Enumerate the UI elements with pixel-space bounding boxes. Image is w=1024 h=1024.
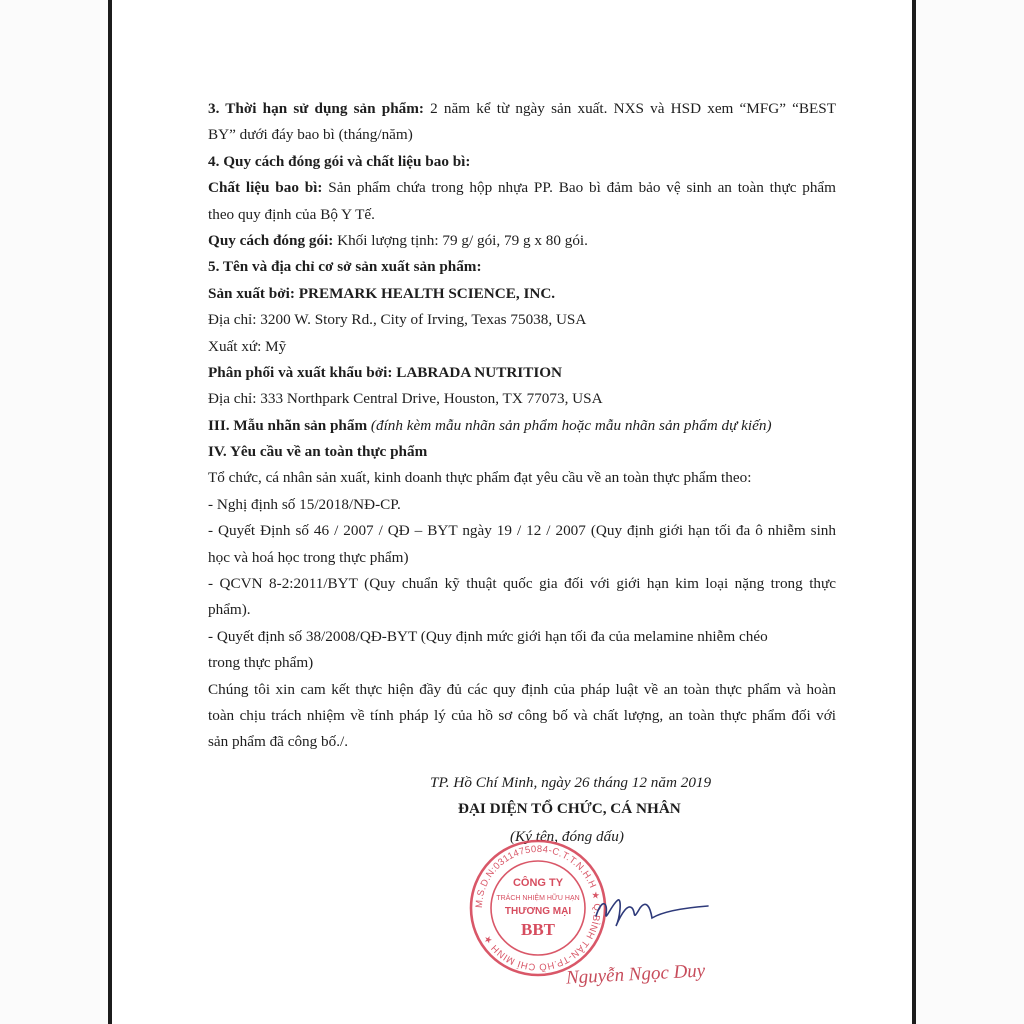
text-line bbox=[208, 307, 836, 333]
text-run: sản phẩm đã công bố./. bbox=[208, 733, 349, 751]
text-line bbox=[208, 650, 836, 676]
stamp-ring-text: M.S.D.N:0311475084-C.T.T.N.H.H ★ Q.BÌNH TÂN-TP.HỒ CHÍ MINH ★ bbox=[473, 843, 603, 973]
italic-run: (đính kèm mẫu nhãn sản phẩm hoặc mẫu nhãn sản phẩm dự kiến) bbox=[367, 416, 772, 434]
text-run: - Quyết định số 38/2008/QĐ-BYT (Quy định mức giới hạn tối đa của melamine nhiễm chéo bbox=[208, 627, 768, 645]
signature-note: (Ký tên, đóng dấu) bbox=[510, 828, 624, 845]
bold-run: Sản xuất bởi: PREMARK HEALTH SCIENCE, INC. bbox=[208, 284, 556, 302]
text-run: - Nghị định số 15/2018/NĐ-CP. bbox=[208, 495, 401, 513]
text-run: học và hoá học trong thực phẩm) bbox=[208, 548, 409, 566]
stamp-line-1: CÔNG TY bbox=[512, 877, 564, 889]
text-run: Chúng tôi xin cam kết thực hiện đầy đủ các quy định của pháp luật về an toàn thực phẩm và hoàn bbox=[208, 680, 836, 698]
document-page bbox=[112, 0, 912, 1024]
signer-name: Nguyễn Ngọc Duy bbox=[565, 960, 706, 989]
text-line bbox=[208, 254, 836, 280]
text-run: BY” dưới đáy bao bì (tháng/năm) bbox=[208, 126, 413, 144]
bold-run: 5. Tên và địa chỉ cơ sở sản xuất sản phẩm: bbox=[208, 258, 482, 276]
bold-run: Chất liệu bao bì: bbox=[208, 179, 323, 197]
document-body bbox=[208, 96, 836, 756]
stamp-line-4: BBT bbox=[520, 920, 556, 939]
text-line bbox=[208, 228, 836, 254]
signature-title: ĐẠI DIỆN TỔ CHỨC, CÁ NHÂN bbox=[458, 800, 681, 817]
handwritten-signature-icon bbox=[592, 878, 712, 938]
bold-run: Phân phối và xuất khẩu bởi: LABRADA NUTRITION bbox=[208, 363, 563, 381]
text-run: theo quy định của Bộ Y Tế. bbox=[208, 205, 375, 223]
stamp-line-3: THƯƠNG MẠI bbox=[504, 906, 572, 917]
bold-run: IV. Yêu cầu về an toàn thực phẩm bbox=[208, 443, 428, 461]
bold-run: III. Mẫu nhãn sản phẩm bbox=[208, 416, 368, 434]
text-line bbox=[208, 571, 836, 597]
text-line bbox=[208, 465, 836, 491]
text-line bbox=[208, 413, 836, 439]
text-run: Địa chỉ: 333 Northpark Central Drive, Houston, TX 77073, USA bbox=[208, 390, 603, 408]
text-line bbox=[208, 360, 836, 386]
right-margin-background bbox=[916, 0, 1024, 1024]
text-line bbox=[208, 439, 836, 465]
text-line bbox=[208, 281, 836, 307]
text-run: phẩm). bbox=[208, 601, 251, 619]
text-run: 2 năm kể từ ngày sản xuất. NXS và HSD xem “MFG” “BEST bbox=[423, 100, 836, 117]
text-line bbox=[208, 597, 836, 623]
text-run: Khối lượng tịnh: 79 g/ gói, 79 g x 80 gói. bbox=[333, 231, 588, 249]
text-line bbox=[208, 175, 836, 201]
bold-run: Quy cách đóng gói: bbox=[208, 231, 334, 249]
text-line bbox=[208, 703, 836, 729]
text-run: Xuất xứ: Mỹ bbox=[208, 337, 287, 355]
text-line bbox=[208, 334, 836, 360]
text-line bbox=[208, 202, 836, 228]
text-run: Tổ chức, cá nhân sản xuất, kinh doanh thực phẩm đạt yêu cầu về an toàn thực phẩm theo: bbox=[208, 469, 752, 487]
place-and-date: TP. Hồ Chí Minh, ngày 26 tháng 12 năm 2019 bbox=[430, 774, 712, 791]
text-line bbox=[208, 386, 836, 412]
text-line bbox=[208, 729, 836, 755]
text-line bbox=[208, 492, 836, 518]
left-margin-background bbox=[0, 0, 108, 1024]
text-line bbox=[208, 518, 836, 544]
text-run: trong thực phẩm) bbox=[208, 654, 314, 672]
text-run: - QCVN 8-2:2011/BYT (Quy chuẩn kỹ thuật quốc gia đối với giới hạn kim loại nặng trong thực bbox=[208, 575, 836, 593]
text-line bbox=[208, 677, 836, 703]
bold-run: 3. Thời hạn sử dụng sản phẩm: bbox=[208, 100, 424, 117]
text-run: Địa chỉ: 3200 W. Story Rd., City of Irving, Texas 75038, USA bbox=[208, 311, 587, 329]
text-line bbox=[208, 624, 836, 650]
stamp-line-2: TRÁCH NHIỆM HỮU HẠN bbox=[496, 895, 580, 902]
text-line bbox=[208, 149, 836, 175]
text-run: - Quyết Định số 46 / 2007 / QĐ – BYT ngày 19 / 12 / 2007 (Quy định giới hạn tối đa ô nhiễm sinh bbox=[208, 522, 836, 540]
text-line bbox=[208, 122, 836, 148]
bold-run: 4. Quy cách đóng gói và chất liệu bao bì: bbox=[208, 152, 471, 170]
text-run: Sản phẩm chứa trong hộp nhựa PP. Bao bì đảm bảo vệ sinh an toàn thực phẩm bbox=[322, 179, 836, 197]
text-line bbox=[208, 545, 836, 571]
company-stamp-icon bbox=[468, 838, 608, 978]
text-run: toàn chịu trách nhiệm về tính pháp lý của hồ sơ công bố và chất lượng, an toàn thực phẩm đối với bbox=[208, 706, 836, 724]
text-line bbox=[208, 96, 836, 122]
